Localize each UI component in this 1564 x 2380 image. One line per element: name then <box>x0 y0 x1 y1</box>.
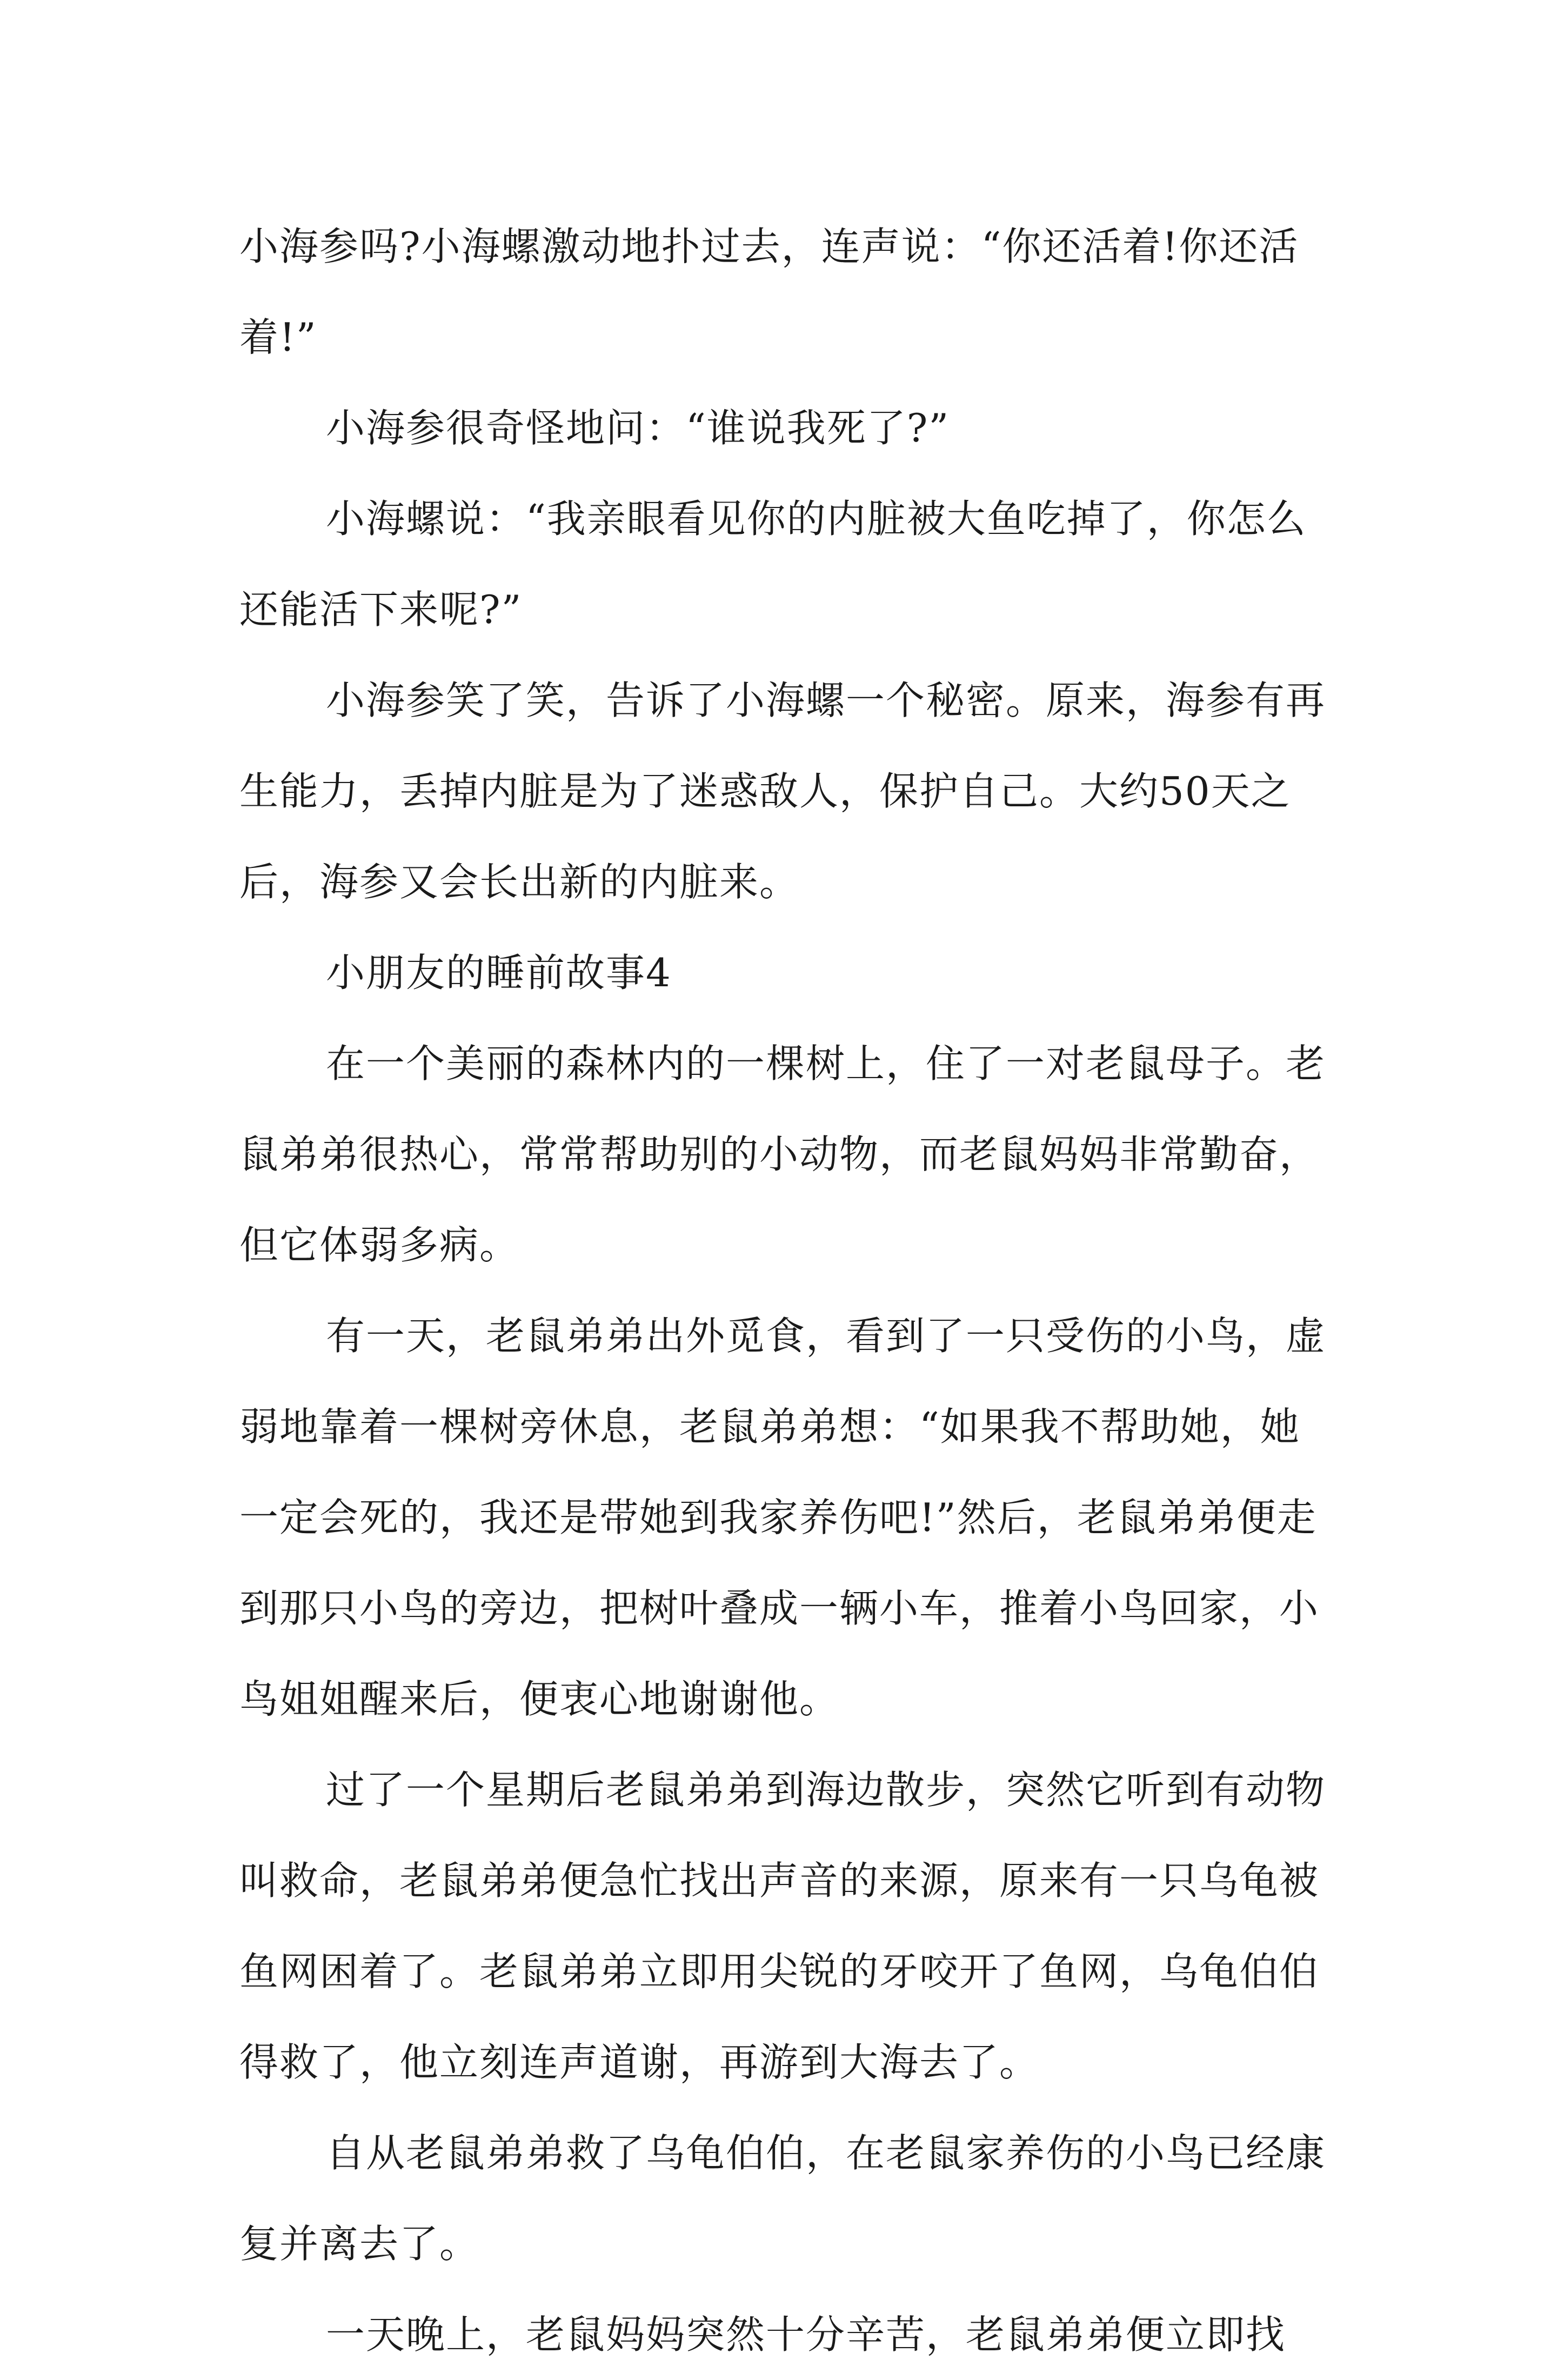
story-heading: 小朋友的睡前故事4 <box>326 950 672 995</box>
paragraph: 一天晚上，老鼠妈妈突然十分辛苦，老鼠弟弟便立即找 <box>326 2312 1286 2357</box>
paragraph: 小海参笑了笑，告诉了小海螺一个秘密。原来，海参有再生能力，丢掉内脏是为了迷惑敌人，保护自己。大约50天之后，海参又会长出新的内脏来。 <box>239 678 1326 905</box>
paragraph: 有一天，老鼠弟弟出外觅食，看到了一只受伤的小鸟，虚弱地靠着一棵树旁休息，老鼠弟弟想：“如果我不帮助她，她一定会死的，我还是带她到我家养伤吧!”然后，老鼠弟弟便走到那只小鸟的旁边，把树叶叠成一辆小车，推着小鸟回家，小鸟姐姐醒来后，便衷心地谢谢他。 <box>239 1313 1326 1722</box>
paragraph: 自从老鼠弟弟救了乌龟伯伯，在老鼠家养伤的小鸟已经康复并离去了。 <box>239 2130 1326 2267</box>
body-text <box>239 201 1331 2380</box>
paragraph: 在一个美丽的森林内的一棵树上，住了一对老鼠母子。老鼠弟弟很热心，常常帮助别的小动物，而老鼠妈妈非常勤奋，但它体弱多病。 <box>239 1041 1326 1268</box>
paragraph: 过了一个星期后老鼠弟弟到海边散步，突然它听到有动物叫救命，老鼠弟弟便急忙找出声音的来源，原来有一只乌龟被鱼网困着了。老鼠弟弟立即用尖锐的牙咬开了鱼网，乌龟伯伯得救了，他立刻连声道谢，再游到大海去了。 <box>239 1767 1326 2085</box>
paragraph: 小海螺说：“我亲眼看见你的内脏被大鱼吃掉了，你怎么还能活下来呢?” <box>239 496 1307 632</box>
paragraph: 小海参很奇怪地问：“谁说我死了?” <box>326 405 950 451</box>
paragraph: 小海参吗?小海螺激动地扑过去，连声说：“你还活着!你还活着!” <box>239 224 1299 360</box>
